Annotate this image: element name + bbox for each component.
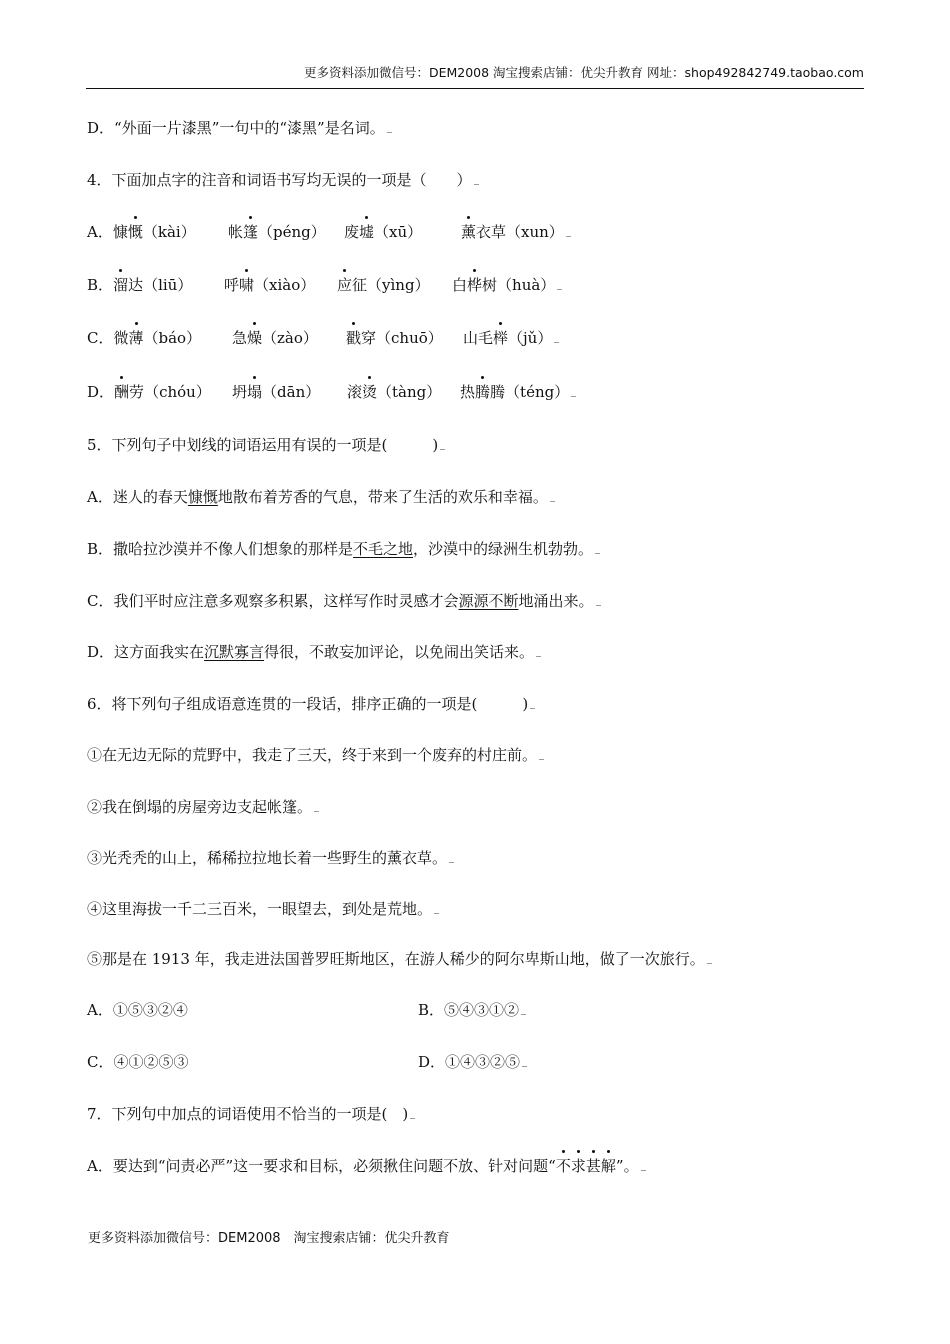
q4-b-item-4: 白桦树（huà）: [452, 274, 562, 296]
q5-option-a: A．迷人的春天慷慨地散布着芳香的气息，带来了生活的欢乐和幸福。: [87, 486, 555, 508]
underlined-word: 不毛之地: [353, 540, 414, 558]
q4-a-item-1: A．慷慨（kài）: [87, 223, 196, 241]
underlined-word: 源源不断: [458, 592, 519, 610]
q3-option-d: D．“外面一片漆黑”一句中的“漆黑”是名词。: [87, 117, 392, 139]
header-text: 更多资料添加微信号：DEM2008 淘宝搜索店铺：优尖升教育 网址：shop492842749.taobao.com: [303, 65, 864, 80]
q4-b-item-3: 应征（yìng）: [337, 276, 430, 294]
q4-d-item-2: 坍塌（dān）: [232, 383, 321, 401]
q6-option-c: C．④①②⑤③: [87, 1053, 189, 1071]
q4-c-item-1: C．微薄（báo）: [87, 329, 202, 347]
q4-a-item-3: 废墟（xū）: [344, 223, 423, 241]
q5-option-b: B．撒哈拉沙漠并不像人们想象的那样是不毛之地，沙漠中的绿洲生机勃勃。: [87, 538, 600, 560]
q5-option-c: C．我们平时应注意多观察多积累，这样写作时灵感才会源源不断地涌出来。: [87, 590, 601, 612]
q6-option-b: B．⑤④③①②: [418, 999, 526, 1021]
page-footer: [88, 1227, 450, 1246]
q6-sentence-2: ②我在倒塌的房屋旁边支起帐篷。: [87, 796, 319, 818]
q5-stem: 5．下列句子中划线的词语运用有误的一项是( ): [87, 434, 445, 456]
q4-b-item-2: 呼啸（xiào）: [224, 276, 316, 294]
q7-option-a: A．要达到“问责必严”这一要求和目标，必须揪住问题不放、针对问题“不求甚解”。: [87, 1155, 646, 1177]
q4-d-item-1: D．酬劳（chóu）: [87, 383, 211, 401]
q4-c-item-2: 急燥（zào）: [232, 329, 318, 347]
q7-stem: 7．下列句中加点的词语使用不恰当的一项是( ): [87, 1103, 415, 1125]
q4-a-item-4: 薰衣草（xun）: [461, 221, 571, 243]
q4-c-item-3: 戳穿（chuō）: [346, 329, 443, 347]
q6-sentence-4: ④这里海拔一千二三百米，一眼望去，到处是荒地。: [87, 898, 439, 920]
q6-sentence-5: ⑤那是在 1913 年，我走进法国普罗旺斯地区，在游人稀少的阿尔卑斯山地，做了一次旅行。: [87, 948, 712, 970]
q4-a-item-2: 帐篷（péng）: [228, 223, 326, 241]
q4-b-item-1: B．溜达（liū）: [87, 276, 193, 294]
q6-sentence-1: ①在无边无际的荒野中，我走了三天，终于来到一个废弃的村庄前。: [87, 744, 544, 766]
q4-d-item-4: 热腾腾（téng）: [460, 381, 576, 403]
q4-d-item-3: 滚烫（tàng）: [347, 383, 442, 401]
q6-stem: 6．将下列句子组成语意连贯的一段话，排序正确的一项是( ): [87, 693, 535, 715]
underlined-word: 慷慨: [187, 488, 218, 506]
q6-option-a: A．①⑤③②④: [87, 1001, 188, 1019]
q6-option-d: D．①④③②⑤: [418, 1051, 527, 1073]
q6-sentence-3: ③光秃秃的山上，稀稀拉拉地长着一些野生的薰衣草。: [87, 847, 454, 869]
footer-text: 更多资料添加微信号：DEM2008 淘宝搜索店铺：优尖升教育: [88, 1231, 450, 1246]
underlined-word: 沉默寡言: [204, 643, 265, 661]
q5-option-d: D．这方面我实在沉默寡言得很，不敢妄加评论，以免闹出笑话来。: [87, 641, 541, 663]
q4-stem: 4．下面加点字的注音和词语书写均无误的一项是（ ）: [87, 169, 479, 191]
q4-c-item-4: 山毛榉（jǔ）: [463, 327, 559, 349]
page-header: [86, 60, 864, 89]
